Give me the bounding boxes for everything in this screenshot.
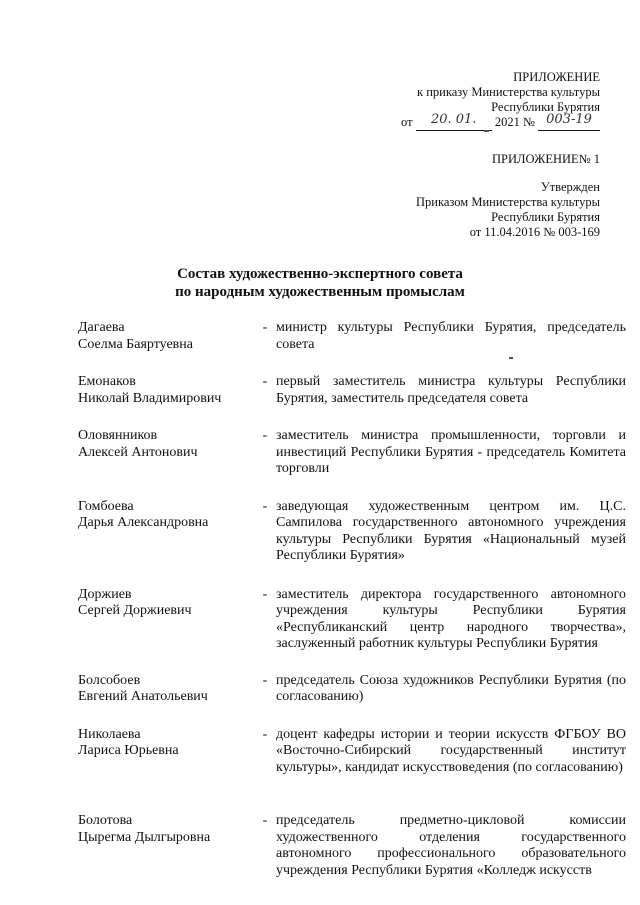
member-role: министр культуры Республики Бурятия, председатель совета [276, 320, 626, 352]
member-row [78, 587, 626, 653]
document-title [0, 265, 640, 301]
member-name [78, 673, 254, 706]
member-role: заведующая художественным центром им. Ц.С. Сампилова государственного автономного учреждения культуры Республики Бурятия «Национальный музей Республики Бурятия» [276, 498, 626, 563]
approved-line2: Приказом Министерства культуры [416, 195, 600, 209]
approval-block [416, 180, 600, 240]
member-given-name: Евгений Анатольевич [78, 689, 208, 704]
member-row [78, 727, 626, 777]
dash-separator: - [262, 428, 268, 443]
member-surname: Доржиев [78, 586, 132, 602]
member-surname: Емонаков [78, 374, 136, 389]
member-name [78, 428, 254, 478]
date-prefix: от [401, 115, 413, 129]
member-given-name: Алексей Антонович [78, 444, 198, 460]
dash-separator: - [262, 498, 268, 514]
approved-line4: от 11.04.2016 № 003-169 [469, 225, 600, 239]
member-surname: Болсобоев [78, 672, 141, 688]
member-given-name: Цырегма Дылгыровна [78, 829, 211, 845]
year-text: 2021 № [494, 115, 535, 129]
member-given-name: Сергей Доржиевич [78, 603, 192, 618]
title-line1: Состав художественно-экспертного совета [177, 266, 463, 282]
appendix-line1: к приказу Министерства культуры [417, 85, 600, 99]
appendix-line2: Республики Бурятия [491, 100, 600, 114]
member-given-name: Дарья Александровна [78, 515, 209, 530]
appendix-header [401, 70, 600, 131]
dash-separator: - [262, 672, 268, 688]
appendix-date-line [401, 112, 600, 131]
member-row [78, 428, 626, 478]
member-name [78, 813, 254, 879]
scan-speck [484, 130, 489, 132]
member-surname: Николаева [78, 726, 141, 742]
member-role: заместитель министра промышленности, торговли и инвестиций Республики Бурятия - председатель Комитета торговли [276, 428, 626, 476]
member-surname: Гомбоева [78, 498, 134, 514]
member-name [78, 499, 254, 565]
member-row [78, 499, 626, 565]
member-name [78, 587, 254, 653]
handwritten-number: 003-19 [538, 115, 600, 131]
appendix1-title: ПРИЛОЖЕНИЕ№ 1 [491, 152, 600, 166]
member-row [78, 673, 626, 706]
dash-separator: - [262, 374, 268, 389]
members-list [78, 320, 626, 879]
member-name [78, 727, 254, 777]
member-given-name: Соелма Баяртуевна [78, 336, 193, 352]
title-line2: по народным художественным промыслам [175, 284, 465, 300]
member-surname: Дагаева [78, 320, 125, 335]
dash-separator: - [262, 813, 268, 828]
member-surname: Оловянников [78, 428, 158, 443]
scan-speck [509, 357, 513, 359]
approved-line1: Утвержден [540, 180, 600, 194]
member-name [78, 374, 254, 407]
member-row [78, 813, 626, 879]
member-row [78, 374, 626, 407]
member-role: председатель предметно-цикловой комиссии художественного отделения государственного автономного профессионального образовательного учреждения Республики Бурятия «Колледж искусств [276, 813, 626, 878]
appendix-title: ПРИЛОЖЕНИЕ [513, 70, 600, 84]
member-surname: Болотова [78, 813, 133, 828]
member-given-name: Николай Владимирович [78, 390, 222, 406]
dash-separator: - [262, 320, 268, 335]
approved-line3: Республики Бурятия [491, 210, 600, 224]
member-given-name: Лариса Юрьевна [78, 743, 179, 758]
handwritten-date: 20. 01. [416, 115, 492, 131]
member-name [78, 320, 254, 353]
member-role: первый заместитель министра культуры Республики Бурятия, заместитель председателя совета [276, 374, 626, 406]
member-role: заместитель директора государственного автономного учреждения культуры Республики Бурятия «Республиканский центр народного творчества», заслуженный работник культуры Республики Бурятия [276, 586, 626, 651]
member-role: председатель Союза художников Республики Бурятия (по согласованию) [276, 672, 626, 704]
dash-separator: - [262, 726, 268, 742]
dash-separator: - [262, 586, 268, 602]
member-role: доцент кафедры истории и теории искусств ФГБОУ ВО «Восточно-Сибирский государственный институт культуры», кандидат искусствоведения (по согласованию) [276, 726, 626, 775]
member-row [78, 320, 626, 353]
